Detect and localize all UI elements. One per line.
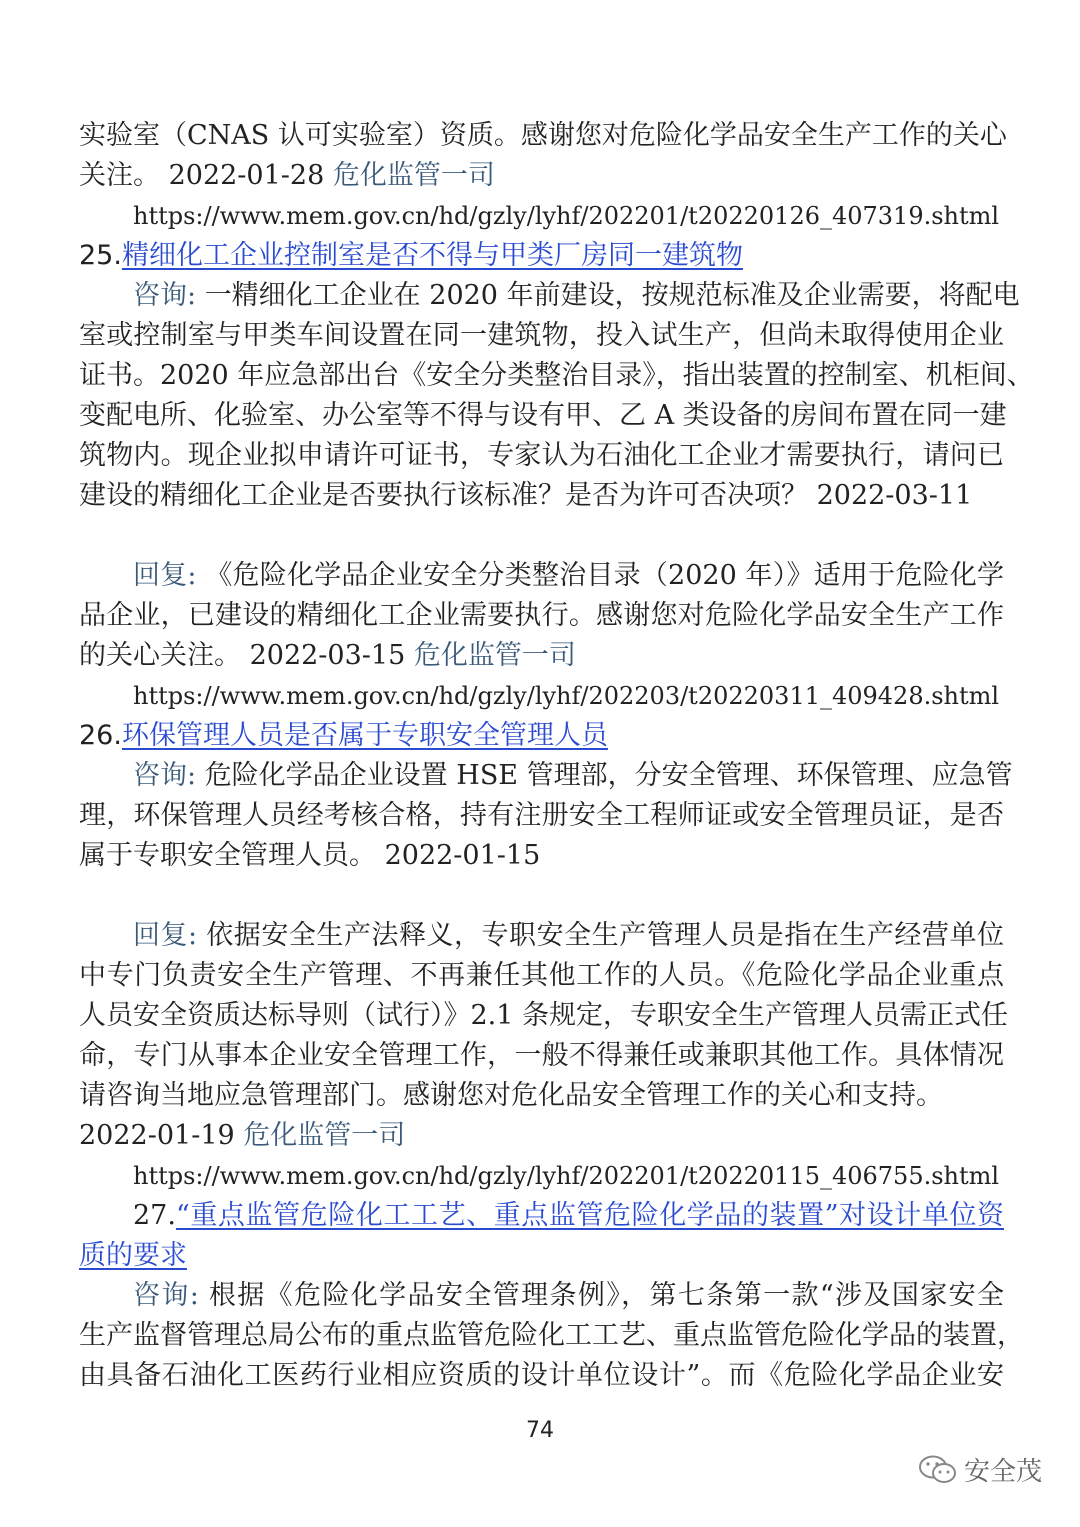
source-url[interactable]: https://www.mem.gov.cn/hd/gzly/lyhf/202201/t20220126_407319.shtml [133, 202, 1000, 230]
reply-date: 关注。 2022-01-28 [79, 160, 333, 191]
text-line: 中专门负责安全生产管理、不再兼任其他工作的人员。《危险化学品企业重点 [79, 960, 1004, 991]
question-number: 25. [79, 240, 122, 271]
question-number: 27. [133, 1200, 176, 1231]
watermark-text: 安全茂 [964, 1457, 1043, 1487]
text-line: 咨询: 根据《危险化学品安全管理条例》，第七条第一款“涉及国家安全 [133, 1280, 1004, 1311]
text-line: 请咨询当地应急管理部门。感谢您对危化品安全管理工作的关心和支持。 [79, 1080, 943, 1111]
text-line: 命，专门从事本企业安全管理工作，一般不得兼任或兼职其他工作。具体情况 [79, 1040, 1004, 1071]
text-line: 生产监督管理总局公布的重点监管危险化工工艺、重点监管危险化学品的装置， [79, 1320, 1024, 1351]
text-line: 室或控制室与甲类车间设置在同一建筑物，投入试生产，但尚未取得使用企业 [79, 320, 1004, 351]
text-line: 实验室（CNAS 认可实验室）资质。感谢您对危险化学品安全生产工作的关心 [79, 120, 1007, 151]
text-line: 品企业，已建设的精细化工企业需要执行。感谢您对危险化学品安全生产工作 [79, 600, 1004, 631]
reply-date: 的关心关注。 2022-03-15 [79, 640, 414, 671]
text-line: 证书。2020 年应急部出台《安全分类整治目录》，指出装置的控制室、机柜间、 [79, 360, 1034, 391]
text-line: 咨询: 危险化学品企业设置 HSE 管理部，分安全管理、环保管理、应急管 [133, 760, 1013, 791]
text-line: 回复: 《危险化学品企业安全分类整治目录（2020 年）》适用于危险化学 [133, 560, 1005, 591]
text-line: 变配电所、化验室、办公室等不得与设有甲、乙 A 类设备的房间布置在同一建 [79, 400, 1007, 431]
text-line: 建设的精细化工企业是否要执行该标准？是否为许可否决项？ 2022-03-11 [79, 480, 973, 511]
question-title-link[interactable]: 质的要求 [79, 1240, 187, 1271]
text-line: 由具备石油化工医药行业相应资质的设计单位设计”。而《危险化学品企业安 [79, 1360, 1004, 1391]
question-heading-27-cont[interactable] [79, 1236, 1004, 1276]
consult-label: 咨询: [133, 1280, 209, 1311]
reply-label: 回复: [133, 920, 207, 951]
reply-label: 回复: [133, 560, 206, 591]
text-line: 理，环保管理人员经考核合格，持有注册安全工程师证或安全管理员证，是否 [79, 800, 1004, 831]
question-heading-27[interactable] [133, 1196, 1004, 1236]
watermark [918, 1451, 1042, 1488]
question-title-link[interactable]: 精细化工企业控制室是否不得与甲类厂房同一建筑物 [121, 240, 743, 271]
question-title-link[interactable]: 环保管理人员是否属于专职安全管理人员 [121, 720, 608, 751]
source-url[interactable]: https://www.mem.gov.cn/hd/gzly/lyhf/202201/t20220115_406755.shtml [133, 1162, 1000, 1190]
consult-label: 咨询: [133, 280, 205, 311]
question-number: 26. [79, 720, 122, 751]
text-line: 人员安全资质达标导则（试行）》2.1 条规定，专职安全生产管理人员需正式任 [79, 1000, 1009, 1031]
source-url[interactable]: https://www.mem.gov.cn/hd/gzly/lyhf/202203/t20220311_409428.shtml [133, 682, 1000, 710]
page-number: 74 [526, 1418, 554, 1443]
question-heading-25[interactable] [79, 236, 1004, 276]
text-line: 回复: 依据安全生产法释义，专职安全生产管理人员是指在生产经营单位 [133, 920, 1004, 951]
text-line: 咨询: 一精细化工企业在 2020 年前建设，按规范标准及企业需要，将配电 [133, 280, 1020, 311]
consult-label: 咨询: [133, 760, 205, 791]
department-name: 危化监管一司 [413, 640, 576, 671]
text-line [79, 156, 1004, 196]
question-title-link[interactable]: “重点监管危险化工工艺、重点监管危险化学品的装置”对设计单位资 [175, 1200, 1004, 1231]
text-line: 属于专职安全管理人员。 2022-01-15 [79, 840, 541, 871]
text-line [79, 1116, 1004, 1156]
department-name: 危化监管一司 [243, 1120, 406, 1151]
reply-date: 2022-01-19 [79, 1120, 244, 1151]
department-name: 危化监管一司 [332, 160, 495, 191]
text-line [79, 636, 1004, 676]
text-line: 筑物内。现企业拟申请许可证书，专家认为石油化工企业才需要执行，请问已 [79, 440, 1004, 471]
wechat-icon [918, 1454, 958, 1486]
question-heading-26[interactable] [79, 716, 1004, 756]
